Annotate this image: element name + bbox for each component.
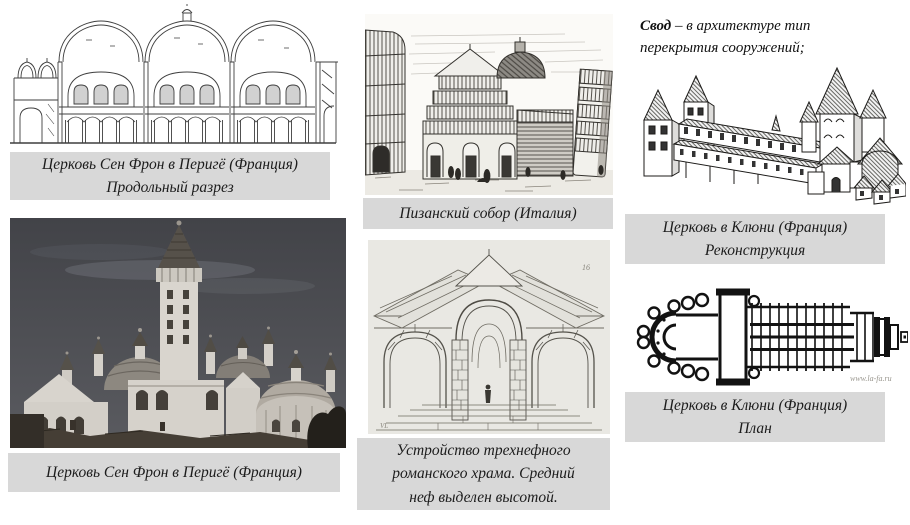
three-nave-cutaway-drawing [368,240,610,434]
caption-cluny-reconstruction [625,214,885,264]
cluny-plan-drawing [622,287,908,387]
vault-definition-text [640,16,900,60]
caption-line: романского храма. Средний [392,465,575,483]
caption-line: Устройство трехнефного [396,442,571,460]
cluny-reconstruction-drawing [624,60,906,210]
caption-line: неф выделен высотой. [409,488,558,506]
pisa-cathedral-engraving [365,14,613,195]
plan-watermark: www.la-fa.ru [850,374,892,383]
caption-line: Церковь в Клюни (Франция) [662,218,848,236]
caption-line: Церковь Сен Фрон в Перигё (Франция) [42,155,298,173]
caption-three-nave [357,438,610,510]
caption-line: Церковь в Клюни (Франция) [662,396,848,414]
caption-cluny-plan [625,392,885,442]
caption-line: Реконструкция [704,242,806,259]
cutaway-monogram: VL [380,422,389,430]
caption-saint-front-section [10,152,330,200]
definition-line1: Свод – в архитектуре тип [640,18,811,34]
saint-front-photo [10,218,346,448]
caption-line: План [738,420,772,437]
caption-pisa [363,198,613,229]
caption-line: Церковь Сен Фрон в Перигё (Франция) [46,463,302,481]
saint-front-section-drawing [6,4,340,148]
caption-line: Продольный разрез [106,179,234,196]
caption-line: Пизанский собор (Италия) [399,204,577,222]
caption-saint-front-photo [8,453,340,492]
definition-line2: перекрытия сооружений; [640,39,805,56]
cutaway-plate-label: 16 [582,263,590,272]
definition-term: Свод [640,18,672,34]
